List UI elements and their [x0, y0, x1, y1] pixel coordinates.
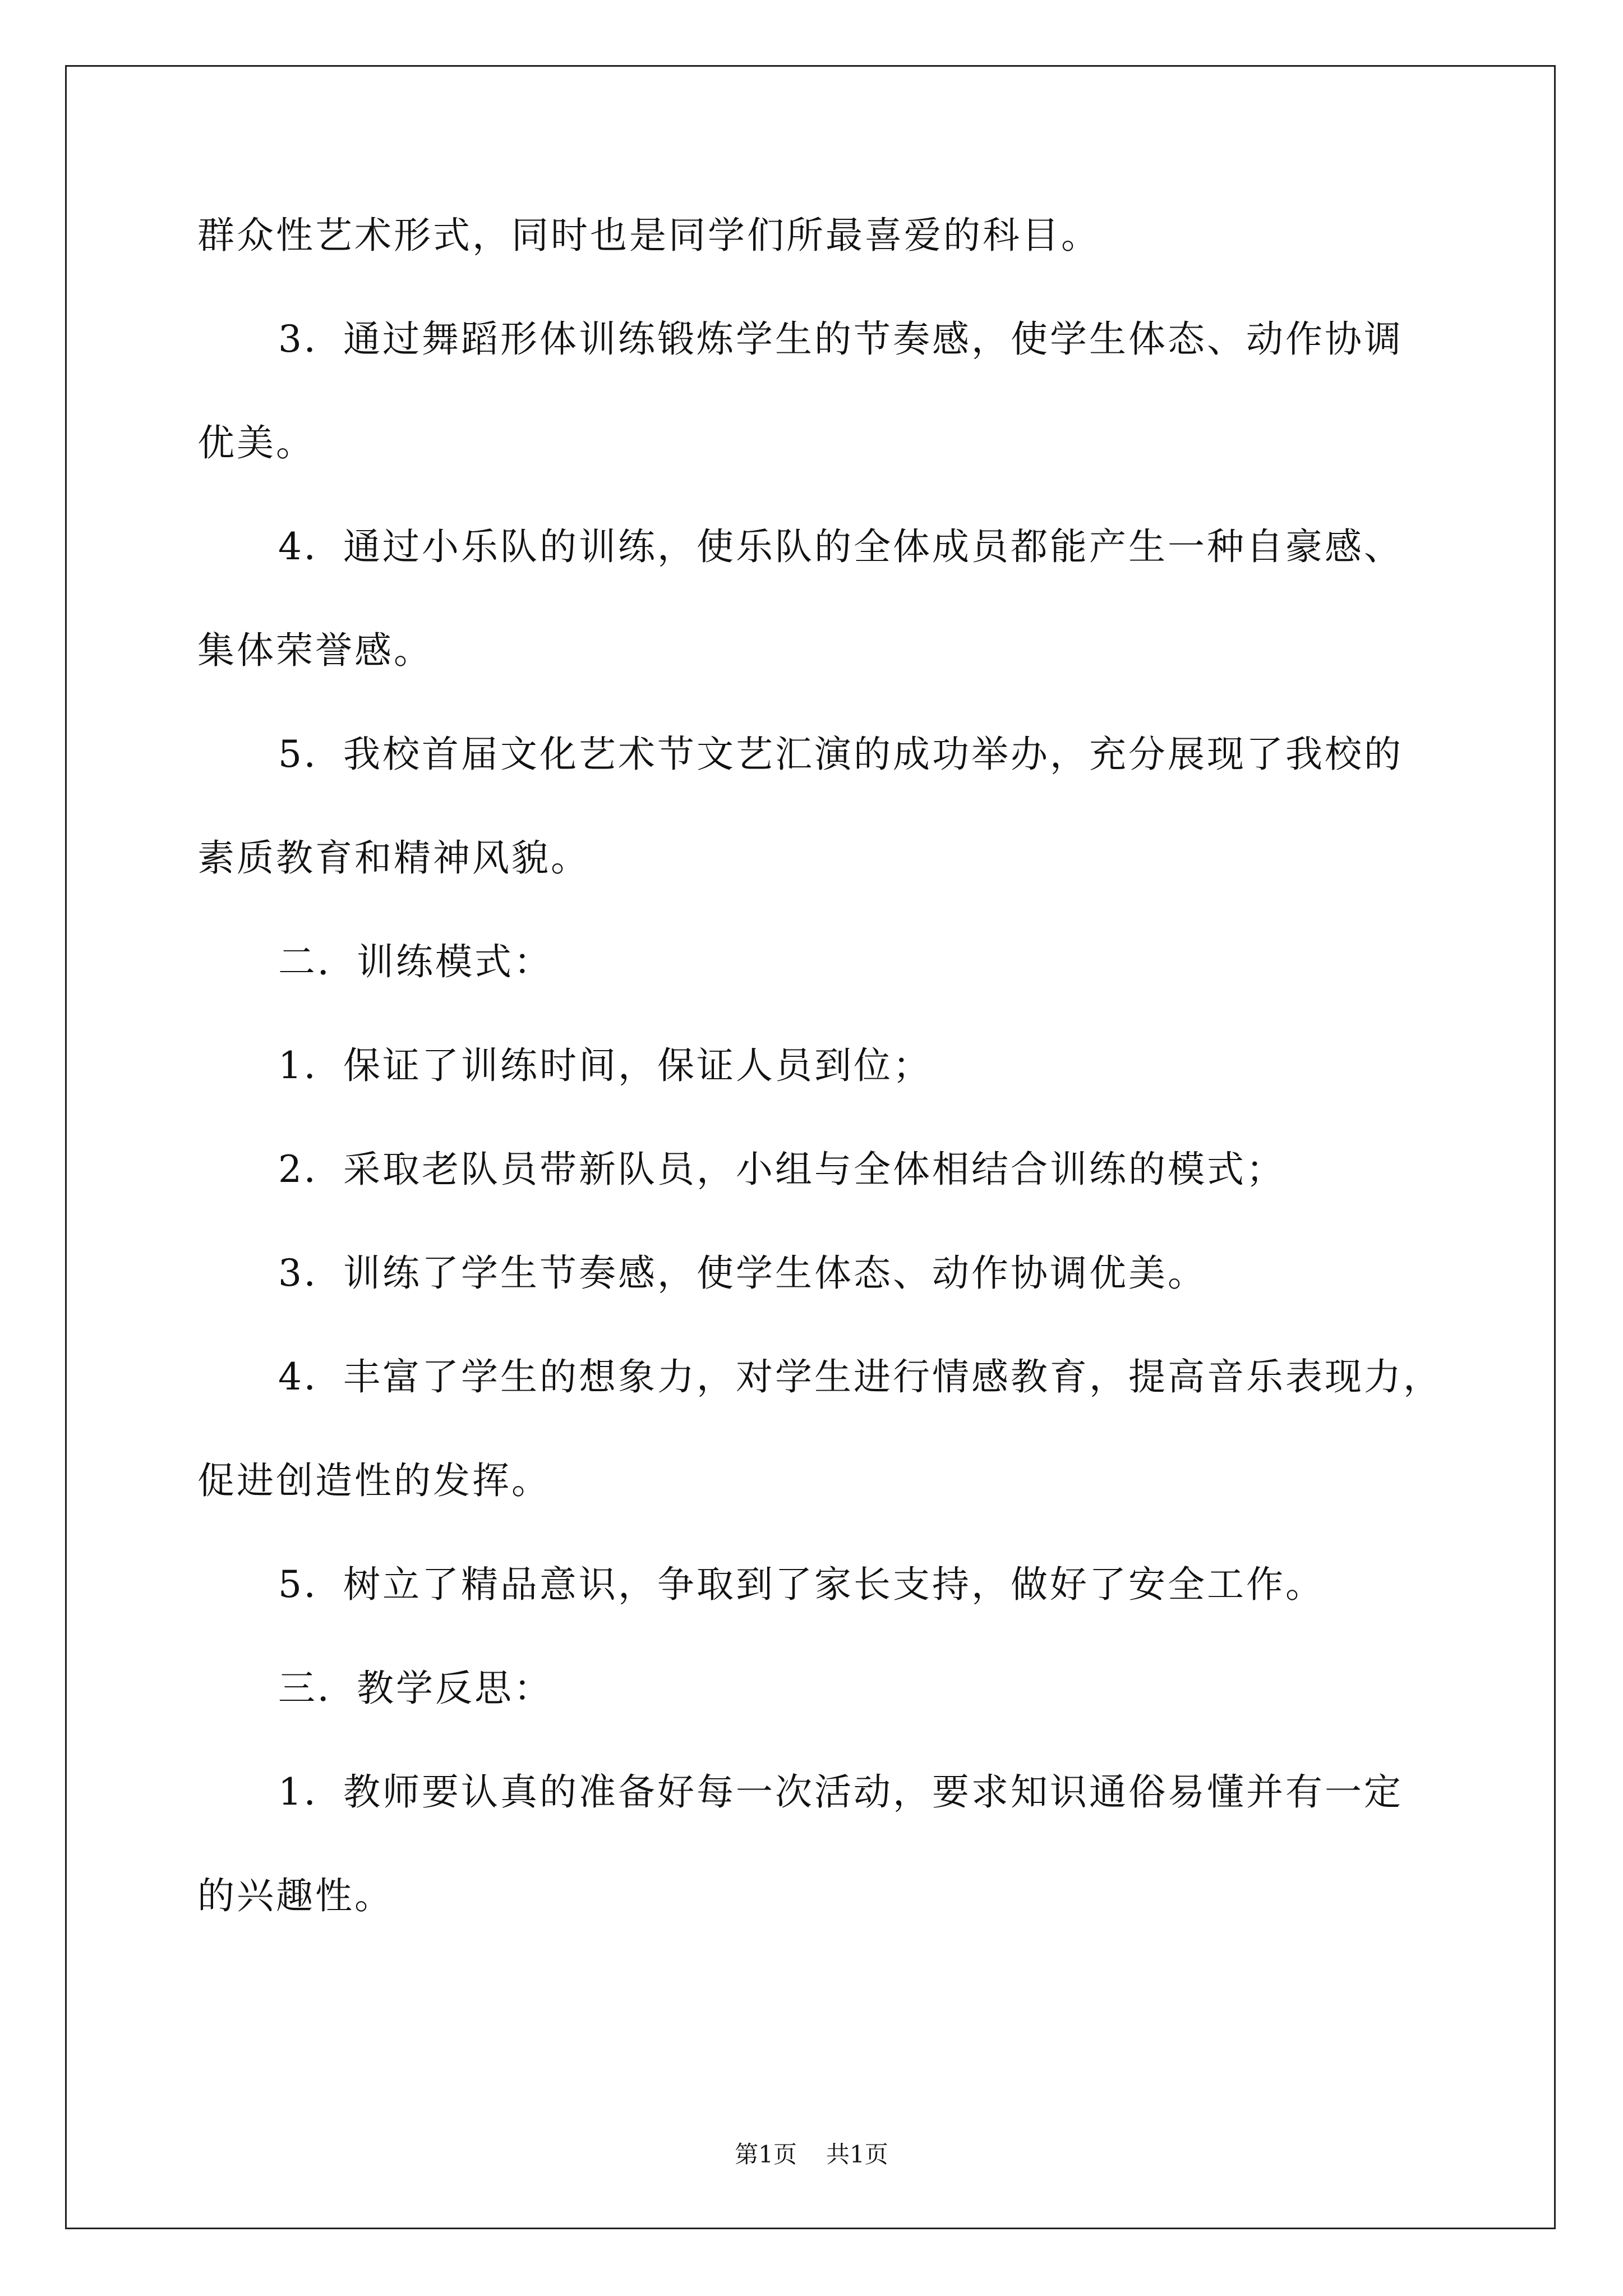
page-number: 第1页 — [735, 2141, 797, 2168]
paragraph-line: 素质教育和精神风貌。 — [197, 836, 590, 880]
paragraph-line: 的兴趣性。 — [197, 1874, 394, 1917]
page-footer — [0, 2141, 1623, 2169]
paragraph-line: 1．教师要认真的准备好每一次活动，要求知识通俗易懂并有一定 — [278, 1770, 1403, 1814]
paragraph-line: 集体荣誉感。 — [197, 629, 433, 672]
paragraph-line: 促进创造性的发挥。 — [197, 1459, 551, 1502]
paragraph-line: 3．通过舞蹈形体训练锻炼学生的节奏感，使学生体态、动作协调 — [278, 318, 1403, 361]
paragraph-line: 4．通过小乐队的训练，使乐队的全体成员都能产生一种自豪感、 — [278, 525, 1403, 568]
paragraph-line: 2．采取老队员带新队员，小组与全体相结合训练的模式； — [278, 1148, 1285, 1191]
paragraph-line: 5．我校首届文化艺术节文艺汇演的成功举办，充分展现了我校的 — [278, 733, 1403, 776]
paragraph-line: 优美。 — [197, 421, 315, 464]
paragraph-line: 3．训练了学生节奏感，使学生体态、动作协调优美。 — [278, 1251, 1207, 1295]
page-total: 共1页 — [826, 2141, 888, 2168]
paragraph-line: 1．保证了训练时间，保证人员到位； — [278, 1044, 932, 1087]
paragraph-line: 5．树立了精品意识，争取到了家长支持，做好了安全工作。 — [278, 1563, 1325, 1606]
paragraph-line: 4．丰富了学生的想象力，对学生进行情感教育，提高音乐表现力， — [278, 1355, 1442, 1398]
section-heading: 二．训练模式： — [278, 940, 553, 983]
paragraph-line: 群众性艺术形式，同时也是同学们所最喜爱的科目。 — [197, 214, 1100, 257]
section-heading: 三．教学反思： — [278, 1667, 553, 1710]
